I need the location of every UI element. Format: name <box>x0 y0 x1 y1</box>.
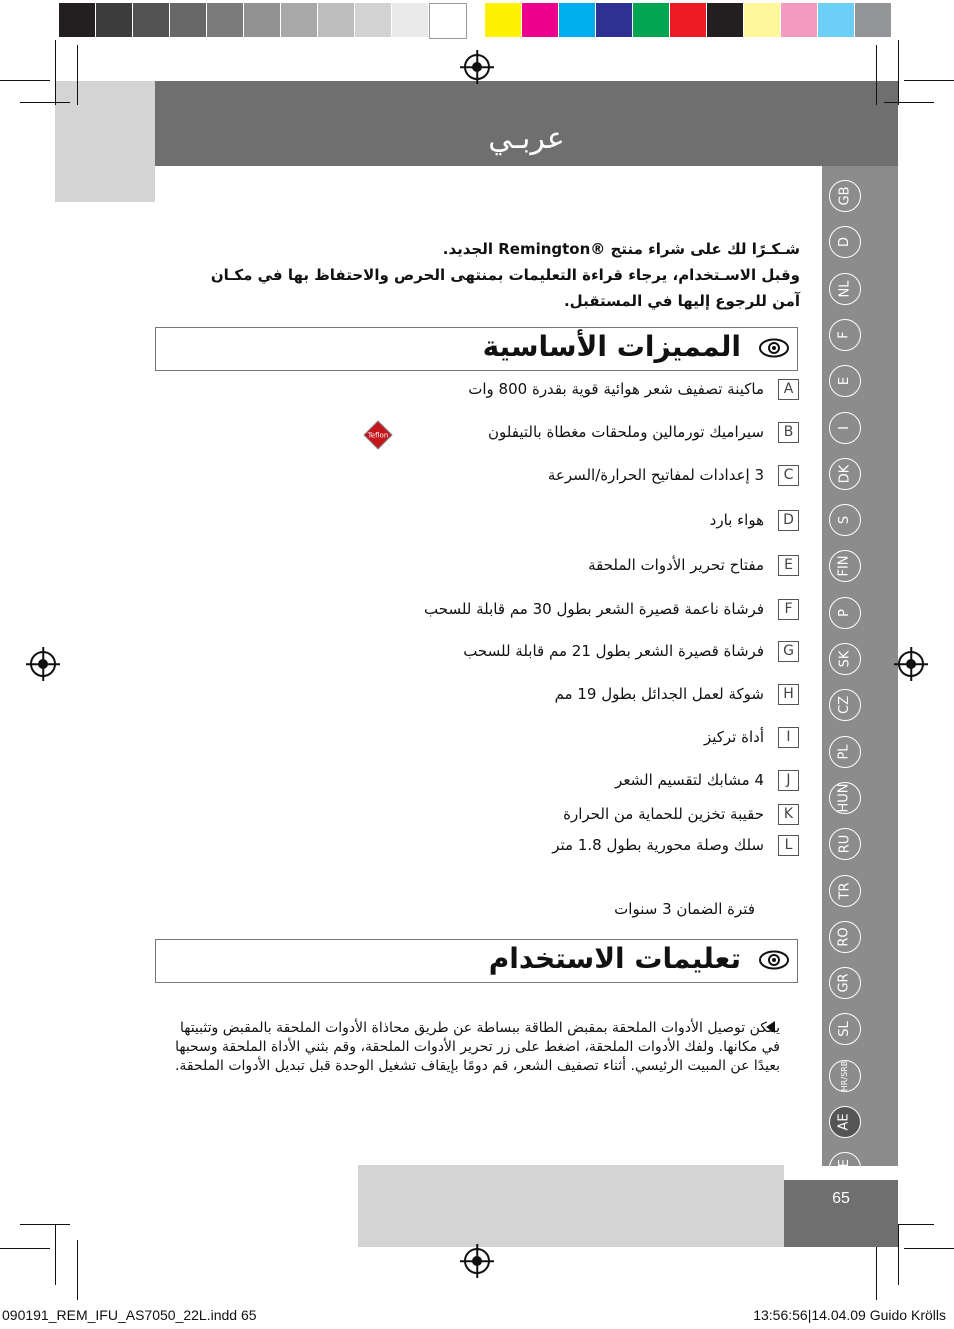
footer-file-info: 090191_REM_IFU_AS7050_22L.indd 65 <box>2 1307 257 1323</box>
crop-mark <box>20 102 70 103</box>
feature-item <box>160 555 800 579</box>
feature-letter: E <box>778 555 799 576</box>
section-header-features <box>155 327 798 371</box>
feature-text: فرشاة قصيرة الشعر بطول 21 مم قابلة للسحب <box>463 642 764 660</box>
gray-swatch <box>207 3 243 37</box>
crop-mark <box>904 1248 954 1249</box>
page-title: عربـي <box>488 121 565 156</box>
gray-swatch <box>281 3 317 37</box>
feature-text: 3 إعدادات لمفاتيح الحرارة/السرعة <box>547 466 764 484</box>
feature-item <box>160 641 800 665</box>
language-code: FIN <box>836 555 852 577</box>
crop-mark <box>55 1225 56 1285</box>
crop-mark <box>876 1240 877 1300</box>
gray-swatch <box>170 3 206 37</box>
language-code: CZ <box>836 696 852 714</box>
footer-timestamp: 13:56:56|14.04.09 Guido Krölls <box>753 1307 946 1323</box>
language-tab[interactable] <box>829 1013 861 1045</box>
teflon-label: Teflon <box>367 431 389 440</box>
feature-text: سلك وصلة محورية بطول 1.8 متر <box>552 836 764 854</box>
gray-swatch <box>429 3 467 39</box>
language-tab[interactable] <box>829 828 861 860</box>
teflon-logo <box>363 420 393 450</box>
gray-swatch <box>133 3 169 37</box>
feature-text: ماكينة تصفيف شعر هوائية قوية بقدرة 800 وات <box>468 380 764 398</box>
color-swatch <box>855 3 891 37</box>
feature-item <box>160 770 800 794</box>
instructions-paragraph: يمكن توصيل الأدوات الملحقة بمقبض الطاقة ببساطة عن طريق محاذاة الأدوات الملحقة بالمقبض وتثبيتها في مكانها. ولفك الأدوات الملحقة، اضغط على زر تحرير الأدوات الملحقة، وقم بثني الأداة الملحقة وسحبها بعيدًا عن المبيت الرئيسي. أثناء تصفيف الشعر، قم دومًا بإيقاف تشغيل الوحدة قبل تبديل الأدوات الملحقة. <box>174 1020 780 1074</box>
intro-line: آمن للرجوع إليها في المستقبل. <box>563 292 800 310</box>
language-tab[interactable] <box>829 736 861 768</box>
language-code: RO <box>836 927 852 947</box>
feature-item <box>160 510 800 534</box>
language-tab[interactable] <box>829 550 861 582</box>
crop-mark <box>77 1240 78 1300</box>
gray-swatch <box>244 3 280 37</box>
section-title: تعليمات الاستخدام <box>488 942 741 975</box>
gray-swatch <box>59 3 95 37</box>
language-tab[interactable] <box>829 226 861 258</box>
feature-item <box>160 379 800 403</box>
language-tab[interactable] <box>829 689 861 721</box>
gray-swatch <box>318 3 354 37</box>
page-number: 65 <box>832 1190 850 1207</box>
gray-swatch <box>96 3 132 37</box>
section-header-instructions <box>155 939 798 983</box>
feature-text: سيراميك تورمالين وملحقات مغطاة بالتيفلون <box>488 423 764 441</box>
registration-mark-bottom <box>464 1248 490 1274</box>
color-swatch <box>744 3 780 37</box>
intro-line: وقبل الاسـتخدام، يرجاء قراءة التعليمات بمنتهى الحرص والاحتفاظ بها في مكـان <box>210 266 800 284</box>
language-tab[interactable] <box>829 273 861 305</box>
feature-item <box>160 727 800 751</box>
language-code: SK <box>837 650 852 668</box>
registration-mark-right <box>898 651 924 677</box>
language-code: HUN <box>836 783 852 813</box>
feature-item <box>160 422 800 446</box>
feature-letter: A <box>778 379 799 400</box>
language-tab[interactable] <box>829 458 861 490</box>
language-code: TR <box>836 882 852 900</box>
color-swatch <box>707 3 743 37</box>
feature-item <box>160 804 800 828</box>
language-tab[interactable] <box>829 597 861 629</box>
gray-swatch <box>355 3 391 37</box>
header-bar <box>155 81 898 166</box>
language-tab[interactable] <box>829 921 861 953</box>
feature-letter: L <box>778 835 799 856</box>
language-tab[interactable] <box>829 412 861 444</box>
language-code: D <box>836 236 852 248</box>
feature-item <box>160 465 800 489</box>
language-tab[interactable] <box>829 1060 861 1092</box>
language-code: NL <box>837 280 852 298</box>
feature-letter: I <box>778 727 799 748</box>
section-title: المميزات الأساسية <box>482 330 741 363</box>
language-code: SL <box>837 1021 852 1037</box>
crop-mark <box>20 1224 70 1225</box>
top-gray-band <box>55 81 155 202</box>
language-code: I <box>837 426 852 430</box>
language-code: E <box>837 376 852 386</box>
color-swatch <box>781 3 817 37</box>
crop-mark <box>77 45 78 105</box>
language-tab[interactable] <box>829 319 861 351</box>
feature-letter: G <box>778 641 799 662</box>
eye-icon <box>759 338 789 358</box>
feature-item <box>160 684 800 708</box>
color-swatch <box>559 3 595 37</box>
intro-line: شـكـرًا لك على شراء منتج ®Remington الجديد. <box>442 240 800 258</box>
language-tab[interactable] <box>829 875 861 907</box>
feature-text: شوكة لعمل الجدائل بطول 19 مم <box>554 685 764 703</box>
crop-mark <box>898 40 899 105</box>
language-code: GR <box>836 973 852 993</box>
feature-letter: F <box>778 599 799 620</box>
feature-text: حقيبة تخزين للحماية من الحرارة <box>563 805 764 823</box>
crop-mark <box>898 1225 899 1285</box>
gray-swatch <box>392 3 428 37</box>
color-swatch <box>633 3 669 37</box>
feature-item <box>160 599 800 623</box>
feature-text: مفتاح تحرير الأدوات الملحقة <box>588 556 764 574</box>
language-code: PL <box>837 744 852 760</box>
color-swatch <box>818 3 854 37</box>
warranty-text: فترة الضمان 3 سنوات <box>614 900 755 918</box>
language-code: HE <box>837 1159 852 1177</box>
color-swatch <box>596 3 632 37</box>
eye-icon <box>759 950 789 970</box>
language-tab[interactable] <box>829 967 861 999</box>
language-code: S <box>836 515 852 525</box>
crop-mark <box>0 80 50 81</box>
language-code: P <box>837 609 852 617</box>
language-code: GB <box>837 186 852 206</box>
language-code: F <box>836 331 852 339</box>
crop-mark <box>884 102 934 103</box>
registration-mark-left <box>30 651 56 677</box>
language-tab[interactable] <box>829 180 861 212</box>
intro-text <box>160 236 800 314</box>
color-swatch <box>670 3 706 37</box>
feature-text: 4 مشابك لتقسيم الشعر <box>615 771 764 789</box>
language-code: RU <box>837 834 852 854</box>
language-tab[interactable] <box>829 365 861 397</box>
crop-mark <box>55 40 56 105</box>
feature-letter: J <box>778 770 799 791</box>
feature-text: فرشاة ناعمة قصيرة الشعر بطول 30 مم قابلة للسحب <box>424 600 764 618</box>
feature-letter: B <box>778 422 799 443</box>
page-number-box <box>784 1180 898 1247</box>
feature-letter: C <box>778 465 799 486</box>
registration-mark-top <box>464 54 490 80</box>
feature-letter: K <box>778 804 799 825</box>
bottom-gray-band <box>358 1165 784 1247</box>
feature-letter: H <box>778 684 799 705</box>
language-code: DK <box>836 464 852 484</box>
crop-mark <box>904 80 954 81</box>
language-tab[interactable] <box>829 504 861 536</box>
language-tab[interactable] <box>829 643 861 675</box>
feature-text: أداة تركيز <box>703 728 764 746</box>
color-swatch <box>485 3 521 37</box>
language-code: HR/SRB <box>840 1060 850 1092</box>
crop-mark <box>0 1248 50 1249</box>
feature-text: هواء بارد <box>709 511 764 529</box>
language-code: AE <box>836 1113 852 1131</box>
crop-mark <box>876 45 877 105</box>
language-tab[interactable] <box>829 782 861 814</box>
language-tab[interactable] <box>829 1106 861 1138</box>
feature-letter: D <box>778 510 799 531</box>
color-swatch <box>522 3 558 37</box>
feature-item <box>160 835 800 859</box>
